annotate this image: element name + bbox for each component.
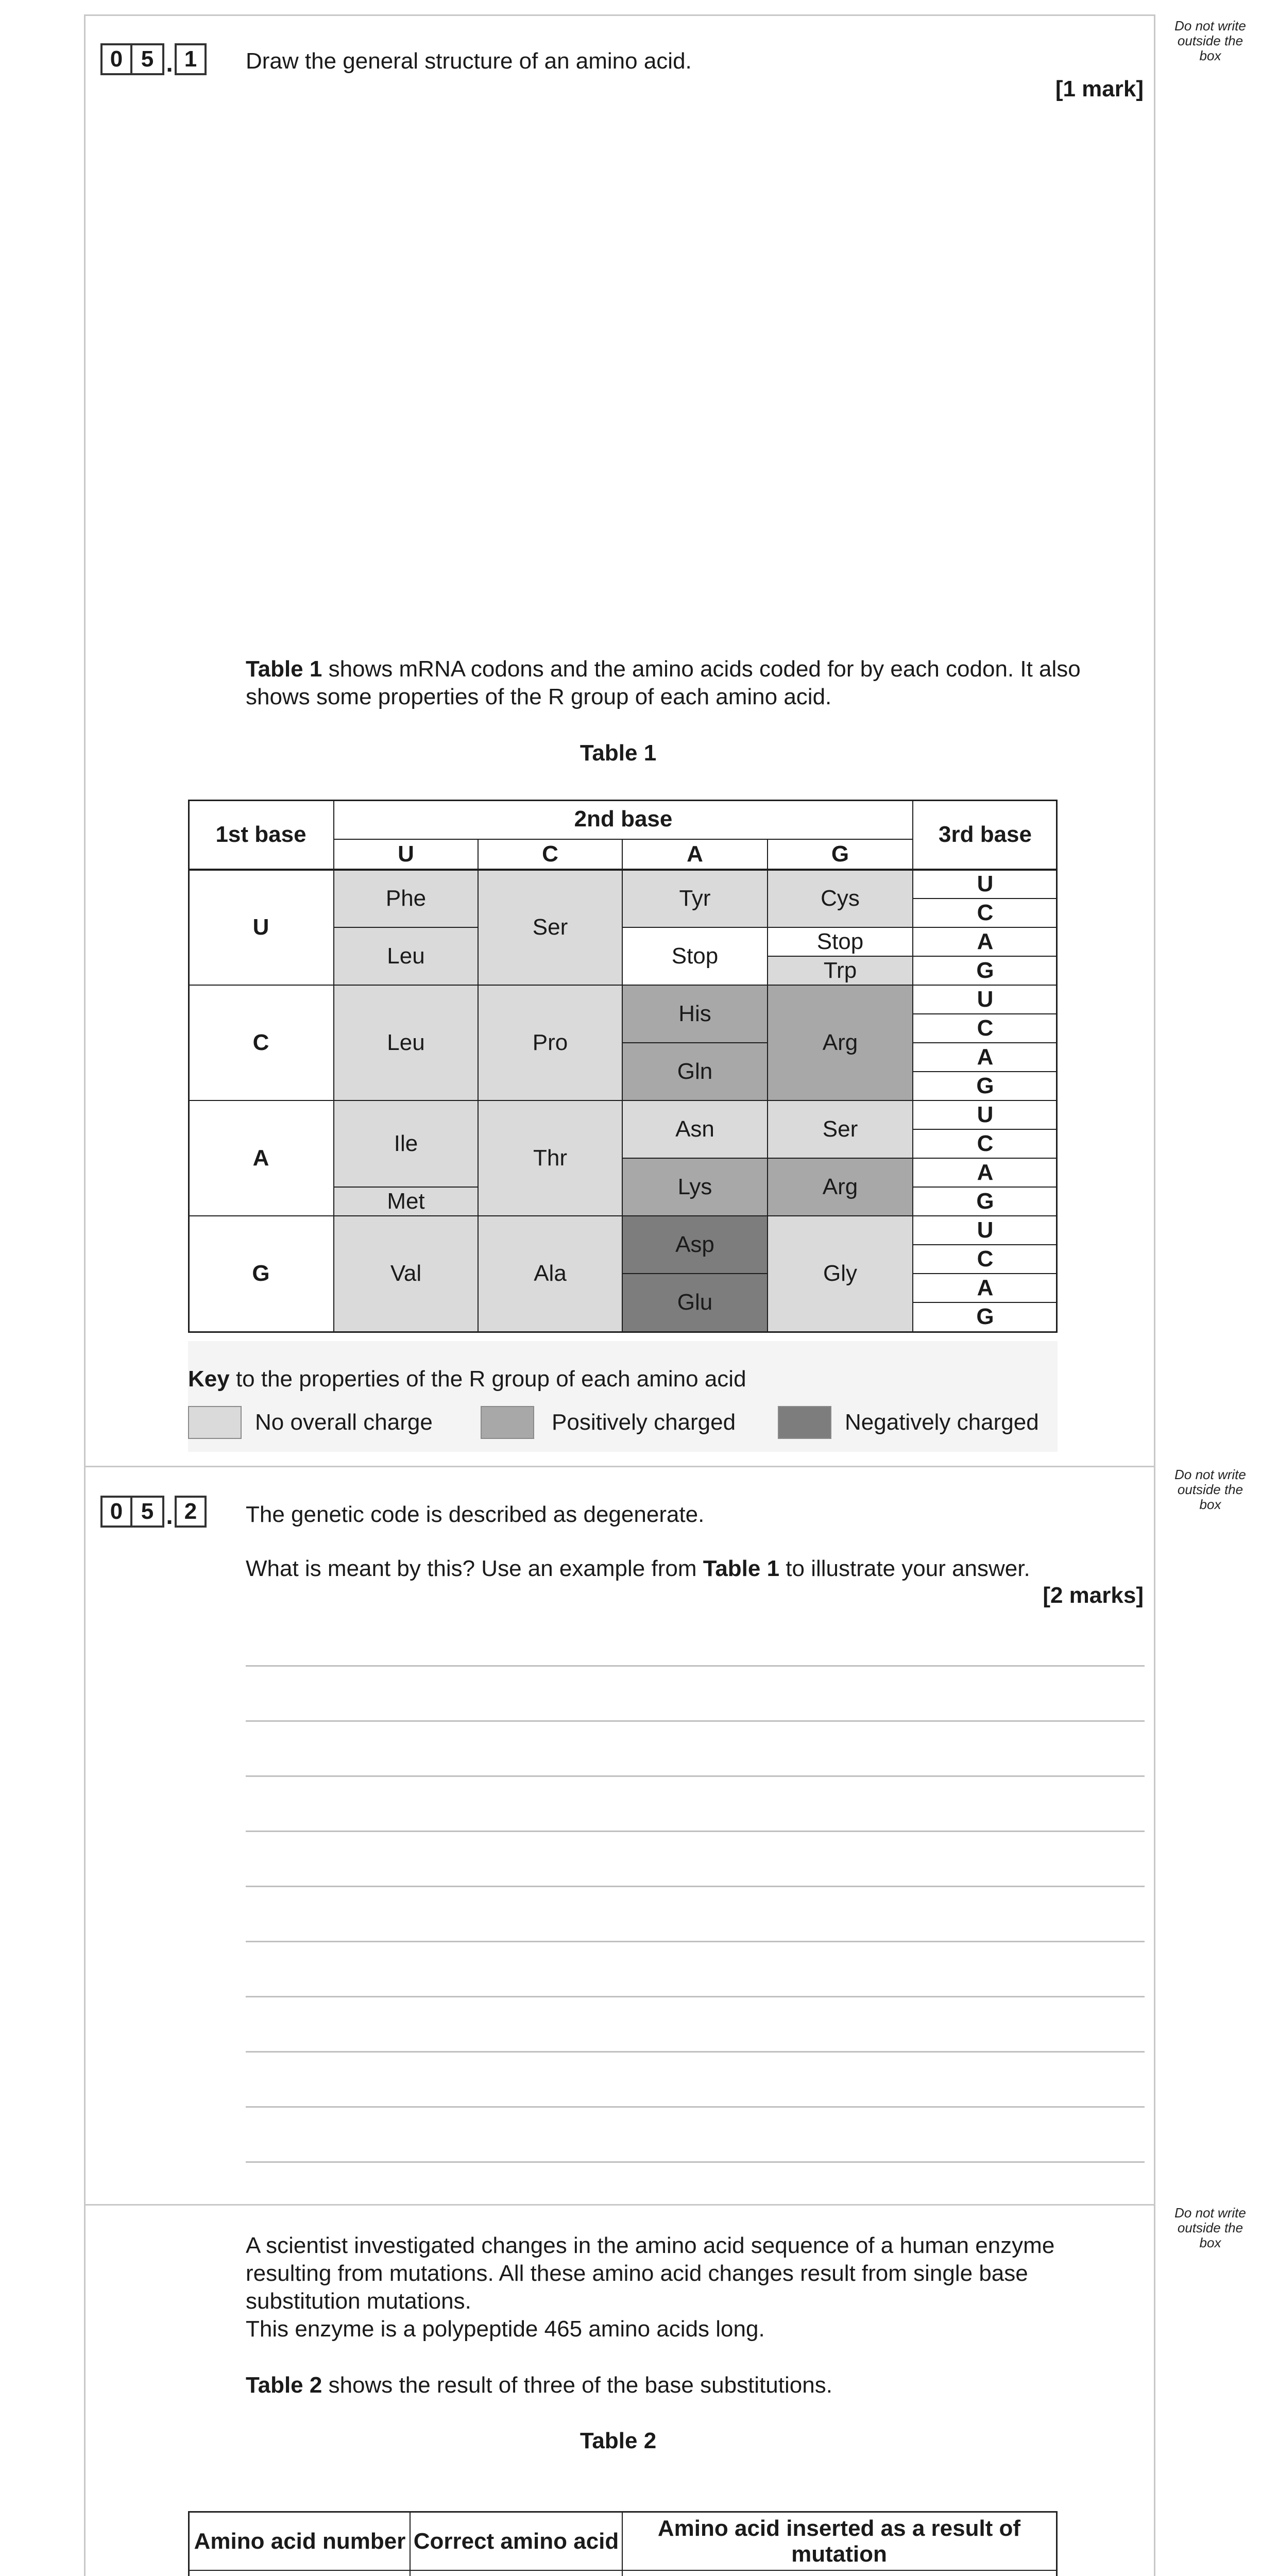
- swatch-negative: [778, 1406, 831, 1439]
- answer-line[interactable]: [246, 2051, 1145, 2053]
- third-base-label: G: [976, 1073, 994, 1098]
- codon-cell: Leu: [334, 927, 478, 985]
- codon-cell: Ser: [768, 1100, 913, 1158]
- third-base-label: C: [977, 1131, 994, 1156]
- answer-space[interactable]: [246, 118, 1142, 623]
- codon-cell: Val: [334, 1216, 478, 1331]
- third-base-label: U: [977, 871, 994, 896]
- codon-cell: Gly: [768, 1216, 913, 1331]
- codon-cell: Ala: [478, 1216, 622, 1331]
- third-base-label: C: [977, 1246, 994, 1272]
- codon-cell: Ile: [334, 1100, 478, 1187]
- answer-line[interactable]: [246, 2161, 1145, 2163]
- third-base-label: A: [977, 1275, 994, 1300]
- first-base-label: G: [252, 1261, 270, 1286]
- third-base-label: U: [977, 1102, 994, 1127]
- third-base-label: A: [977, 929, 994, 954]
- answer-line[interactable]: [246, 1775, 1145, 1777]
- key-item: No overall charge: [188, 1406, 433, 1439]
- question-prompt: What is meant by this? Use an example from Table 1 to illustrate your answer.: [246, 1556, 1030, 1581]
- table1-caption: Table 1: [580, 740, 657, 766]
- third-base-label: A: [977, 1044, 994, 1070]
- codon-cell: Lys: [622, 1158, 768, 1216]
- table2-header: Amino acid number: [194, 2529, 406, 2554]
- margin-note: Do not write outside the box: [1174, 2205, 1246, 2250]
- third-base-label: G: [976, 1189, 994, 1214]
- codon-cell: Arg: [768, 985, 913, 1100]
- codon-cell: Phe: [334, 870, 478, 927]
- table-cell: [190, 2570, 410, 2576]
- codon-cell: Gln: [622, 1043, 768, 1100]
- swatch-positive: [481, 1406, 534, 1439]
- question-statement: The genetic code is described as degenerate.: [246, 1502, 705, 1527]
- codon-cell: Cys: [768, 870, 913, 927]
- table2-header: Correct amino acid: [413, 2529, 619, 2554]
- answer-line[interactable]: [246, 1665, 1145, 1667]
- answer-line[interactable]: [246, 1831, 1145, 1832]
- question-number-05-1: 0 5 . 1: [100, 43, 207, 75]
- answer-line[interactable]: [246, 2106, 1145, 2108]
- key-item: Negatively charged: [778, 1406, 1039, 1439]
- codon-cell: Asn: [622, 1100, 768, 1158]
- section-divider: [84, 2204, 1155, 2206]
- margin-note: Do not write outside the box: [1174, 18, 1246, 63]
- key-title: Key to the properties of the R group of each amino acid: [188, 1366, 746, 1392]
- third-base-label: C: [977, 1015, 994, 1041]
- third-base-label: U: [977, 1217, 994, 1243]
- third-base-label: G: [976, 1304, 994, 1329]
- third-base-label: A: [977, 1160, 994, 1185]
- margin-note: Do not write outside the box: [1174, 1467, 1246, 1512]
- table-cell: [410, 2570, 622, 2576]
- question-prompt: Draw the general structure of an amino acid.: [246, 48, 692, 74]
- second-base-label: G: [831, 841, 849, 867]
- answer-line[interactable]: [246, 1996, 1145, 1997]
- codon-cell: Arg: [768, 1158, 913, 1216]
- second-base-label: U: [398, 841, 414, 867]
- first-base-label: C: [252, 1030, 269, 1055]
- header-first-base: 1st base: [215, 822, 306, 847]
- scenario-text: A scientist investigated changes in the amino acid sequence of a human enzyme resulting from mutations. All these amino acid changes result from single base substitution mutations.: [246, 2233, 1055, 2314]
- mark-allocation: [2 marks]: [1043, 1583, 1144, 1608]
- codon-cell: Ser: [478, 870, 622, 985]
- first-base-label: A: [252, 1145, 269, 1171]
- answer-line[interactable]: [246, 1886, 1145, 1887]
- scenario-text: Table 2 shows the result of three of the base substitutions.: [246, 2372, 832, 2398]
- codon-cell: Met: [334, 1187, 478, 1216]
- codon-cell: Trp: [768, 956, 913, 985]
- codon-cell: His: [622, 985, 768, 1043]
- codon-cell: Tyr: [622, 870, 768, 927]
- section-divider: [84, 1466, 1155, 1467]
- third-base-label: G: [976, 958, 994, 983]
- question-number-05-2: 0 5 . 2: [100, 1496, 207, 1528]
- first-base-label: U: [252, 914, 269, 940]
- table2-header: Amino acid inserted as a result of mutation: [657, 2516, 1021, 2567]
- table1-intro: Table 1 shows mRNA codons and the amino acids coded for by each codon. It also shows some properties of the R group of each amino acid.: [246, 656, 1081, 709]
- scenario-text: This enzyme is a polypeptide 465 amino acids long.: [246, 2316, 765, 2342]
- codon-cell: Stop: [816, 929, 864, 954]
- codon-cell: Leu: [334, 985, 478, 1100]
- third-base-label: U: [977, 987, 994, 1012]
- second-base-label: C: [542, 841, 558, 867]
- header-third-base: 3rd base: [939, 822, 1032, 847]
- codon-cell: Thr: [478, 1100, 622, 1216]
- table2-caption: Table 2: [580, 2428, 657, 2453]
- header-second-base: 2nd base: [574, 806, 673, 832]
- codon-cell: Pro: [478, 985, 622, 1100]
- codon-cell: Asp: [622, 1216, 768, 1274]
- codon-table: [188, 800, 1058, 1333]
- codon-cell: Stop: [671, 943, 719, 969]
- mark-allocation: [1 mark]: [1055, 76, 1144, 101]
- answer-line[interactable]: [246, 1720, 1145, 1722]
- table-cell: [622, 2570, 1056, 2576]
- codon-cell: Glu: [622, 1274, 768, 1331]
- mutation-table: [188, 2511, 1058, 2576]
- second-base-label: A: [687, 841, 703, 867]
- swatch-no-charge: [188, 1406, 242, 1439]
- key-item: Positively charged: [481, 1406, 736, 1439]
- answer-line[interactable]: [246, 1941, 1145, 1942]
- third-base-label: C: [977, 900, 994, 925]
